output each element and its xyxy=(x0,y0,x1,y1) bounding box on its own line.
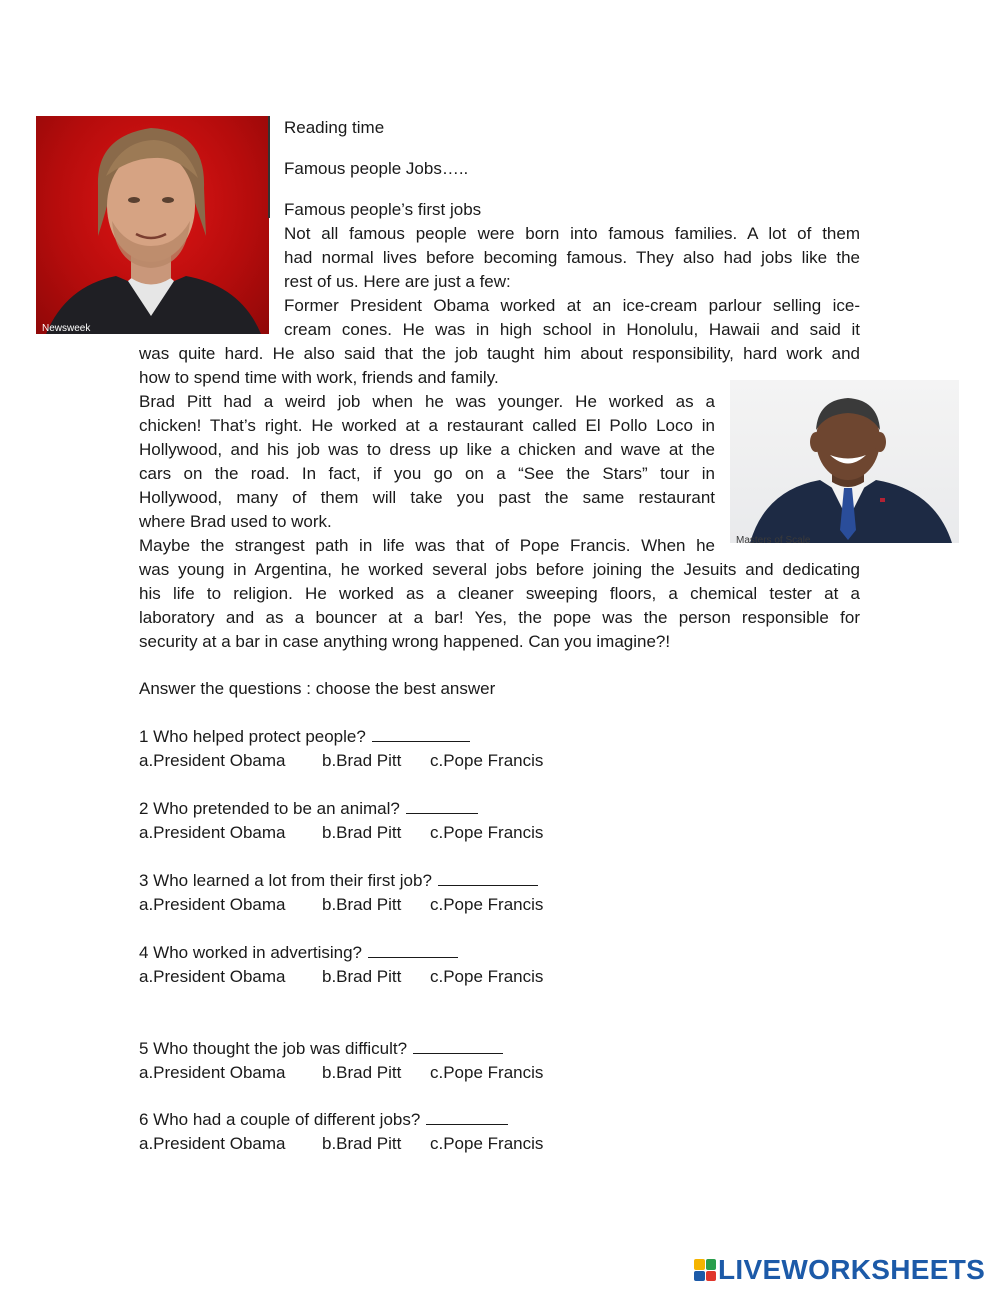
question-text: 5 Who thought the job was difficult? xyxy=(139,1039,408,1058)
first-jobs-title: Famous people’s first jobs xyxy=(284,200,482,219)
option-b[interactable]: b.Brad Pitt xyxy=(322,823,402,842)
brad-pitt-portrait-icon xyxy=(36,116,269,334)
passage-line: Maybe the strangest path in life was that of Pope Francis. When he xyxy=(139,536,715,555)
option-c[interactable]: c.Pope Francis xyxy=(430,823,544,842)
option-c[interactable]: c.Pope Francis xyxy=(430,1063,544,1082)
answer-blank[interactable] xyxy=(406,798,478,814)
option-b[interactable]: b.Brad Pitt xyxy=(322,1134,402,1153)
brad-photo-caption: Newsweek xyxy=(42,323,91,334)
question-text: 1 Who helped protect people? xyxy=(139,727,366,746)
reading-time-heading: Reading time xyxy=(284,118,385,137)
passage-line: Not all famous people were born into famous families. A lot of them xyxy=(284,224,860,243)
passage-line: Former President Obama worked at an ice-cream parlour selling ice- xyxy=(284,296,860,315)
passage-line: Hollywood, and his job was to dress up like a chicken and wave at the xyxy=(139,440,715,459)
passage-line: his life to religion. He worked as a cleaner sweeping floors, a chemical tester at a xyxy=(139,584,860,603)
option-c[interactable]: c.Pope Francis xyxy=(430,967,544,986)
question-text: 2 Who pretended to be an animal? xyxy=(139,799,400,818)
option-c[interactable]: c.Pope Francis xyxy=(430,895,544,914)
option-a[interactable]: a.President Obama xyxy=(139,823,286,842)
passage-line: cream cones. He was in high school in Honolulu, Hawaii and said it xyxy=(284,320,860,339)
answer-blank[interactable] xyxy=(426,1109,508,1125)
option-b[interactable]: b.Brad Pitt xyxy=(322,751,402,770)
passage-line: cars on the road. In fact, if you go on a “See the Stars” tour in xyxy=(139,464,715,483)
option-a[interactable]: a.President Obama xyxy=(139,1134,286,1153)
liveworksheets-mark-icon xyxy=(694,1259,716,1281)
option-a[interactable]: a.President Obama xyxy=(139,967,286,986)
option-a[interactable]: a.President Obama xyxy=(139,1063,286,1082)
question-5 xyxy=(139,1037,503,1061)
option-c[interactable]: c.Pope Francis xyxy=(430,1134,544,1153)
passage-line: how to spend time with work, friends and family. xyxy=(139,368,499,387)
famous-people-jobs-heading: Famous people Jobs….. xyxy=(284,159,469,178)
answer-blank[interactable] xyxy=(413,1038,503,1054)
answer-blank[interactable] xyxy=(368,942,458,958)
passage-line: chicken! That’s right. He worked at a restaurant called El Pollo Loco in xyxy=(139,416,715,435)
option-c[interactable]: c.Pope Francis xyxy=(430,751,544,770)
question-1 xyxy=(139,725,470,749)
obama-portrait-icon xyxy=(730,380,959,543)
option-a[interactable]: a.President Obama xyxy=(139,751,286,770)
passage-line: where Brad used to work. xyxy=(139,512,332,531)
instructions: Answer the questions : choose the best answer xyxy=(139,679,496,698)
option-b[interactable]: b.Brad Pitt xyxy=(322,967,402,986)
answer-blank[interactable] xyxy=(438,870,538,886)
passage-line: had normal lives before becoming famous. They also had jobs like the xyxy=(284,248,860,267)
brad-pitt-photo xyxy=(36,116,269,334)
obama-photo xyxy=(730,380,959,543)
passage-line: Brad Pitt had a weird job when he was younger. He worked as a xyxy=(139,392,715,411)
option-b[interactable]: b.Brad Pitt xyxy=(322,1063,402,1082)
question-3 xyxy=(139,869,538,893)
passage-line: was quite hard. He also said that the job taught him about responsibility, hard work and xyxy=(139,344,860,363)
question-6 xyxy=(139,1108,508,1132)
liveworksheets-logo-text: LIVEWORKSHEETS xyxy=(718,1254,986,1285)
option-b[interactable]: b.Brad Pitt xyxy=(322,895,402,914)
answer-blank[interactable] xyxy=(372,726,470,742)
question-4 xyxy=(139,941,458,965)
passage-line: rest of us. Here are just a few: xyxy=(284,272,511,291)
question-text: 4 Who worked in advertising? xyxy=(139,943,363,962)
passage-line: Hollywood, many of them will take you past the same restaurant xyxy=(139,488,715,507)
photo-divider xyxy=(268,116,270,218)
question-text: 3 Who learned a lot from their first job? xyxy=(139,871,432,890)
passage-line: security at a bar in case anything wrong happened. Can you imagine?! xyxy=(139,632,671,651)
question-2 xyxy=(139,797,478,821)
option-a[interactable]: a.President Obama xyxy=(139,895,286,914)
passage-line: was young in Argentina, he worked several jobs before joining the Jesuits and dedicating xyxy=(139,560,860,579)
obama-photo-caption: Masters of Scale xyxy=(736,535,811,543)
question-text: 6 Who had a couple of different jobs? xyxy=(139,1110,421,1129)
liveworksheets-logo[interactable] xyxy=(694,1255,985,1285)
passage-line: laboratory and as a bouncer at a bar! Yes, the pope was the person responsible for xyxy=(139,608,860,627)
